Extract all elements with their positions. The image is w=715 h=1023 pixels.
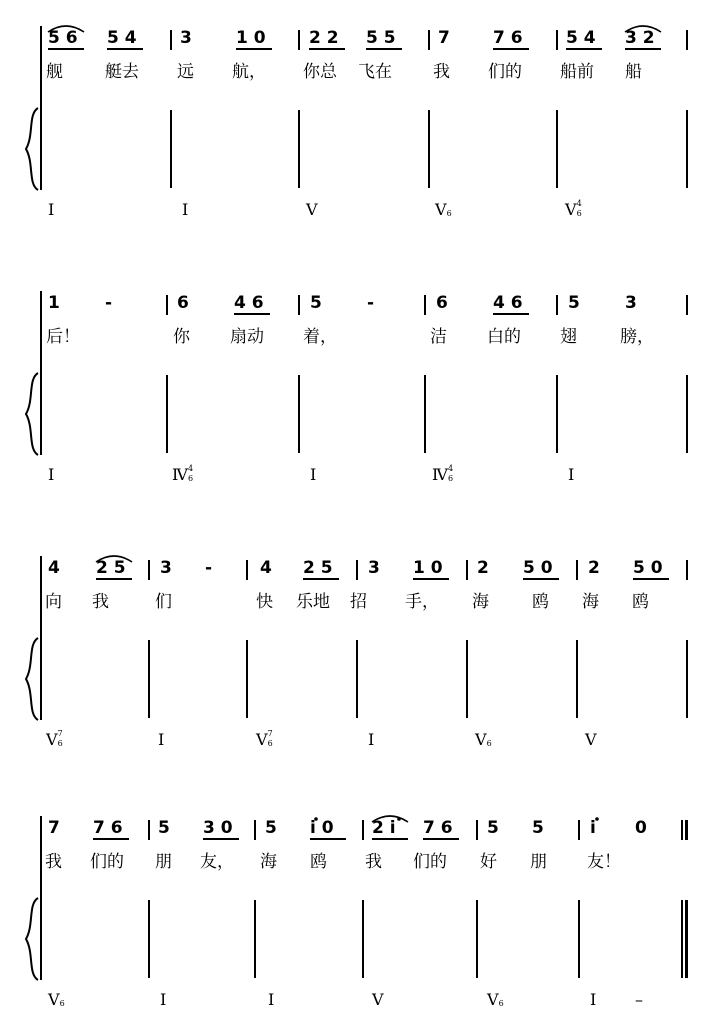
brace: [26, 638, 38, 720]
chord-numeral: I: [160, 990, 167, 1009]
chord-symbol: [310, 465, 316, 485]
lyric-word: 后！: [46, 327, 80, 347]
lyric-word: 扇动: [230, 327, 264, 347]
chord-symbol: [48, 465, 54, 485]
note-group: 2 i: [372, 818, 396, 838]
staff-bar-line: [681, 900, 683, 978]
chord-figure-bottom: 6: [57, 739, 63, 748]
bar-line: [681, 820, 683, 840]
staff-bar-line: [686, 375, 688, 453]
chord-figure: [487, 730, 495, 750]
lyric-word: 舰: [46, 62, 63, 82]
chord-figure-bottom: 6: [446, 209, 452, 218]
bar-line: [246, 560, 248, 580]
chord-numeral: V: [487, 990, 499, 1009]
beam-underline: [493, 48, 529, 50]
staff-bar-line: [578, 900, 580, 978]
chord-symbol: [590, 990, 596, 1010]
staff-bar-line: [40, 110, 42, 188]
note-group: 5: [487, 818, 499, 838]
staff-bar-line: [428, 110, 430, 188]
note-group: 7 6: [93, 818, 123, 838]
octave-dot: [397, 817, 401, 821]
note-group: 2 2: [309, 28, 339, 48]
note-group: 5 4: [566, 28, 596, 48]
lyric-word: 飞在: [358, 62, 392, 82]
lyric-word: 我: [92, 592, 109, 612]
beam-underline: [309, 48, 345, 50]
staff-bar-line: [362, 900, 364, 978]
chord-figure: [60, 990, 68, 1010]
bar-line: [686, 30, 688, 50]
bar-line: [686, 295, 688, 315]
chord-figure-bottom: 6: [187, 474, 194, 483]
beam-underline: [423, 838, 459, 840]
beam-underline: [96, 578, 132, 580]
bar-line: [148, 560, 150, 580]
lyric-word: 膀，: [620, 327, 654, 347]
lyric-word: 船: [625, 62, 642, 82]
chord-numeral: I: [590, 990, 597, 1009]
bar-line: [356, 560, 358, 580]
chord-numeral: I: [268, 990, 275, 1009]
chord-figure: [448, 465, 456, 485]
lyric-word: 好: [480, 852, 497, 872]
lyric-word: 们的: [90, 852, 124, 872]
chord-symbol: [48, 200, 54, 220]
staff-bar-line: [148, 640, 150, 718]
note-group: 3 2: [625, 28, 655, 48]
lyric-word: 艇去: [105, 62, 139, 82]
bar-line: [148, 820, 150, 840]
staff-bar-line: [148, 900, 150, 978]
note-group: 5 6: [48, 28, 78, 48]
note-group: 3: [625, 293, 637, 313]
chord-figure: [268, 730, 276, 750]
beam-underline: [493, 313, 529, 315]
chord-numeral: Ⅳ: [172, 465, 188, 484]
note-group: 5 4: [107, 28, 137, 48]
lyric-word: 远: [177, 62, 194, 82]
chord-numeral: V: [256, 730, 268, 749]
lyric-word: 鸥: [532, 592, 549, 612]
staff-bar-line: [556, 375, 558, 453]
chord-figure-top: 7: [57, 729, 63, 738]
beam-underline: [234, 313, 270, 315]
chord-numeral: I: [158, 730, 165, 749]
chord-numeral: I: [48, 200, 55, 219]
lyric-word: 航，: [232, 62, 266, 82]
note-group: -: [105, 293, 113, 313]
chord-numeral: V: [46, 730, 58, 749]
final-staff-bar-line: [685, 900, 688, 978]
chord-symbol: [568, 465, 574, 485]
staff-bar-line: [166, 375, 168, 453]
note-group: 5: [568, 293, 580, 313]
staff-bar-line: [170, 110, 172, 188]
lyric-word: 洁: [430, 327, 447, 347]
lyric-word: 们的: [488, 62, 522, 82]
chord-symbol: [306, 200, 318, 220]
chord-symbol: [256, 730, 276, 750]
note-group: 6: [177, 293, 189, 313]
note-group: 7: [48, 818, 60, 838]
chord-numeral: V: [306, 200, 318, 219]
staff-bar-line: [246, 640, 248, 718]
chord-numeral: V: [475, 730, 487, 749]
brace: [26, 108, 38, 190]
chord-numeral: V: [48, 990, 60, 1009]
lyric-word: 朋: [530, 852, 547, 872]
lyric-word: 们的: [413, 852, 447, 872]
lyric-word: 向: [45, 592, 62, 612]
final-bar-line: [685, 820, 688, 840]
chord-symbol: [565, 200, 585, 220]
staff-bar-line: [40, 640, 42, 718]
chord-numeral: V: [435, 200, 447, 219]
chord-figure-bottom: 6: [576, 209, 582, 218]
chord-symbol: [635, 990, 643, 1010]
staff-bar-line: [298, 375, 300, 453]
note-group: 1 0: [236, 28, 266, 48]
chord-figure-bottom: 6: [267, 739, 273, 748]
staff-bar-line: [254, 900, 256, 978]
beam-underline: [366, 48, 402, 50]
note-group: 7 6: [423, 818, 453, 838]
note-group: 5: [158, 818, 170, 838]
note-group: 5 5: [366, 28, 396, 48]
note-group: 4: [260, 558, 272, 578]
chord-symbol: [368, 730, 374, 750]
chord-symbol: [160, 990, 166, 1010]
chord-symbol: [182, 200, 188, 220]
staff-bar-line: [686, 640, 688, 718]
chord-symbol: [487, 990, 507, 1010]
lyric-word: 鸥: [632, 592, 649, 612]
chord-symbol: [432, 465, 456, 485]
beam-underline: [372, 838, 408, 840]
beam-underline: [625, 48, 661, 50]
beam-underline: [48, 48, 84, 50]
lyric-word: 船前: [560, 62, 594, 82]
note-group: 0: [635, 818, 647, 838]
staff-bar-line: [686, 110, 688, 188]
staff-bar-line: [298, 110, 300, 188]
chord-figure-bottom: 6: [447, 474, 454, 483]
note-group: 3: [160, 558, 172, 578]
chord-symbol: [48, 990, 68, 1010]
chord-figure-bottom: 6: [498, 999, 504, 1008]
chord-symbol: [372, 990, 384, 1010]
lyric-word: 你总: [303, 62, 337, 82]
chord-numeral: V: [565, 200, 577, 219]
note-group: 1: [48, 293, 60, 313]
bar-line: [298, 30, 300, 50]
bar-line: [556, 295, 558, 315]
lyric-word: 招: [350, 592, 367, 612]
lyric-word: 鸥: [310, 852, 327, 872]
bar-line: [424, 295, 426, 315]
chord-numeral: –: [635, 990, 643, 1009]
lyric-word: 你: [173, 327, 190, 347]
chord-figure-top: 7: [267, 729, 273, 738]
staff-bar-line: [424, 375, 426, 453]
chord-numeral: I: [368, 730, 375, 749]
lyric-word: 翅: [560, 327, 577, 347]
brace: [26, 373, 38, 455]
beam-underline: [303, 578, 339, 580]
beam-underline: [413, 578, 449, 580]
note-group: 4: [48, 558, 60, 578]
bar-line: [362, 820, 364, 840]
chord-figure: [577, 200, 585, 220]
chord-symbol: [158, 730, 164, 750]
chord-numeral: Ⅳ: [432, 465, 448, 484]
lyric-word: 我: [365, 852, 382, 872]
chord-numeral: I: [310, 465, 317, 484]
beam-underline: [236, 48, 272, 50]
staff-bar-line: [356, 640, 358, 718]
note-group: 7: [438, 28, 450, 48]
bar-line: [686, 560, 688, 580]
chord-figure: [499, 990, 507, 1010]
lyric-word: 友，: [200, 852, 234, 872]
chord-symbol: [46, 730, 66, 750]
beam-underline: [93, 838, 129, 840]
chord-numeral: I: [48, 465, 55, 484]
bar-line: [576, 560, 578, 580]
note-group: i: [590, 818, 596, 838]
note-group: 3: [368, 558, 380, 578]
lyric-word: 着，: [303, 327, 337, 347]
chord-figure-top: 4: [187, 464, 194, 473]
note-group: 5 0: [523, 558, 553, 578]
note-group: 4 6: [234, 293, 264, 313]
note-group: 7 6: [493, 28, 523, 48]
lyric-word: 白的: [487, 327, 521, 347]
chord-figure-bottom: 6: [486, 739, 492, 748]
lyric-word: 海: [472, 592, 489, 612]
chord-numeral: I: [182, 200, 189, 219]
chord-numeral: V: [585, 730, 597, 749]
chord-symbol: [435, 200, 455, 220]
chord-figure: [188, 465, 196, 485]
note-group: 5: [265, 818, 277, 838]
staff-bar-line: [476, 900, 478, 978]
chord-symbol: [475, 730, 495, 750]
bar-line: [428, 30, 430, 50]
chord-figure-top: 4: [447, 464, 454, 473]
chord-symbol: [268, 990, 274, 1010]
chord-symbol: [172, 465, 196, 485]
note-group: -: [367, 293, 375, 313]
lyric-word: 海: [582, 592, 599, 612]
beam-underline: [203, 838, 239, 840]
lyric-word: 我: [433, 62, 450, 82]
lyric-word: 们: [155, 592, 172, 612]
staff-bar-line: [466, 640, 468, 718]
note-group: -: [205, 558, 213, 578]
note-group: 1 0: [413, 558, 443, 578]
chord-figure: [447, 200, 455, 220]
chord-numeral: V: [372, 990, 384, 1009]
note-group: 3: [180, 28, 192, 48]
beam-underline: [523, 578, 559, 580]
bar-line: [166, 295, 168, 315]
beam-underline: [310, 838, 346, 840]
lyric-word: 海: [260, 852, 277, 872]
bar-line: [254, 820, 256, 840]
note-group: 5: [310, 293, 322, 313]
note-group: 4 6: [493, 293, 523, 313]
lyric-word: 手，: [405, 592, 439, 612]
note-group: 2 5: [96, 558, 126, 578]
chord-figure-bottom: 6: [59, 999, 65, 1008]
bar-line: [466, 560, 468, 580]
staff-bar-line: [576, 640, 578, 718]
chord-figure-top: 4: [576, 199, 582, 208]
brace: [26, 898, 38, 980]
chord-symbol: [585, 730, 597, 750]
chord-figure: [58, 730, 66, 750]
bar-line: [556, 30, 558, 50]
staff-bar-line: [40, 375, 42, 453]
note-group: 2 5: [303, 558, 333, 578]
note-group: 5 0: [633, 558, 663, 578]
note-group: 2: [477, 558, 489, 578]
note-group: 5: [532, 818, 544, 838]
note-group: 2: [588, 558, 600, 578]
note-group: 3 0: [203, 818, 233, 838]
bar-line: [578, 820, 580, 840]
note-group: i 0: [310, 818, 334, 838]
note-group: 6: [436, 293, 448, 313]
staff-bar-line: [556, 110, 558, 188]
bar-line: [170, 30, 172, 50]
chord-numeral: I: [568, 465, 575, 484]
lyric-word: 朋: [155, 852, 172, 872]
beam-underline: [107, 48, 143, 50]
bar-line: [476, 820, 478, 840]
lyric-word: 友！: [587, 852, 621, 872]
lyric-word: 快: [256, 592, 273, 612]
lyric-word: 乐地: [296, 592, 330, 612]
beam-underline: [566, 48, 602, 50]
beam-underline: [633, 578, 669, 580]
staff-bar-line: [40, 900, 42, 978]
lyric-word: 我: [45, 852, 62, 872]
bar-line: [298, 295, 300, 315]
